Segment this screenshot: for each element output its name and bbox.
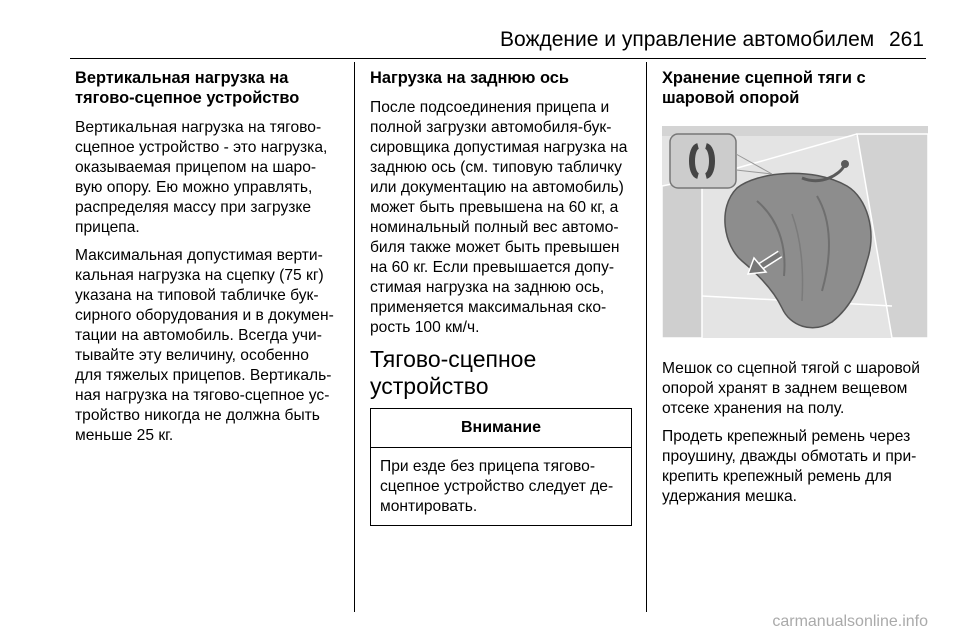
heading-line: Вертикальная нагрузка на	[75, 69, 289, 87]
page-number: 261	[888, 28, 924, 51]
text-line: При езде без прицепа тягово-	[380, 458, 596, 475]
text-line: распределяя массу при загрузке	[75, 199, 312, 216]
text-line: Максимальная допустимая верти-	[75, 247, 323, 264]
text-line: Продеть крепежный ремень через	[662, 428, 911, 445]
text-line: сирного оборудования и в докумен-	[75, 307, 334, 324]
storage-paragraph-2	[662, 427, 928, 507]
vertical-load-paragraph-1	[75, 118, 343, 238]
heading-line: Нагрузка на заднюю ось	[370, 69, 569, 87]
text-line: ная нагрузка на тягово-сцепное ус-	[75, 387, 330, 404]
warning-text	[380, 457, 622, 517]
text-line: отсеке хранения на полу.	[662, 400, 845, 417]
towbar-bag-illustration	[662, 126, 928, 338]
text-line: удержания мешка.	[662, 488, 797, 505]
column-3	[662, 64, 928, 515]
text-line: оказываемая прицепом на шаро-	[75, 159, 317, 176]
text-line: опорой хранят в заднем вещевом	[662, 380, 908, 397]
text-line: прицепа.	[75, 219, 140, 236]
text-line: полной загрузки автомобиля-бук-	[370, 119, 612, 136]
text-line: стимая нагрузка на заднюю ось,	[370, 279, 605, 296]
towbar-storage-heading	[662, 68, 928, 108]
storage-paragraph-1	[662, 359, 928, 419]
text-line: сцепное устройство следует де-	[380, 478, 614, 495]
text-line: указана на типовой табличке бук-	[75, 287, 319, 304]
watermark: carmanualsonline.info	[772, 613, 928, 630]
heading-line: Хранение сцепной тяги с	[662, 69, 866, 87]
column-1	[75, 64, 343, 454]
text-line: сцепное устройство - это нагрузка,	[75, 139, 328, 156]
text-line: монтировать.	[380, 498, 478, 515]
text-line: кальная нагрузка на сцепку (75 кг)	[75, 267, 324, 284]
vertical-load-paragraph-2	[75, 246, 343, 446]
column-divider-1	[354, 62, 355, 612]
text-line: меньше 25 кг.	[75, 427, 174, 444]
text-line: на 60 кг. Если превышается допу-	[370, 259, 615, 276]
text-line: вую опору. Ею можно управлять,	[75, 179, 313, 196]
text-line: может быть превышена на 60 кг, а	[370, 199, 619, 216]
text-line: крепить крепежный ремень для	[662, 468, 892, 485]
text-line: применяется максимальная ско-	[370, 299, 607, 316]
section-title-line: Тягово-сцепное	[370, 346, 537, 372]
vertical-load-heading	[75, 68, 343, 108]
heading-line: шаровой опорой	[662, 89, 800, 107]
text-line: Мешок со сцепной тягой с шаровой	[662, 360, 920, 377]
text-line: заднюю ось (см. типовую табличку	[370, 159, 622, 176]
warning-box	[370, 408, 632, 526]
text-line: Вертикальная нагрузка на тягово-	[75, 119, 322, 136]
rear-axle-paragraph	[370, 98, 632, 338]
warning-title: Внимание	[371, 409, 631, 448]
page-header	[70, 22, 926, 59]
text-line: рость 100 км/ч.	[370, 319, 480, 336]
text-line: После подсоединения прицепа и	[370, 99, 610, 116]
header-title: Вождение и управление автомобилем	[500, 28, 875, 51]
text-line: тройство никогда не должна быть	[75, 407, 320, 424]
towbar-section-title	[370, 346, 632, 400]
text-line: номинальный полный вес автомо-	[370, 219, 619, 236]
text-line: биля также может быть превышен	[370, 239, 620, 256]
text-line: тации на автомобиль. Всегда учи-	[75, 327, 322, 344]
text-line: сировщика допустимая нагрузка на	[370, 139, 628, 156]
text-line: или документацию на автомобиль)	[370, 179, 624, 196]
heading-line: тягово-сцепное устройство	[75, 89, 300, 107]
section-title-line: устройство	[370, 373, 489, 399]
column-divider-2	[646, 62, 647, 612]
text-line: тывайте эту величину, особенно	[75, 347, 309, 364]
text-line: проушину, дважды обмотать и при-	[662, 448, 917, 465]
text-line: для тяжелых прицепов. Вертикаль-	[75, 367, 332, 384]
warning-body	[371, 448, 631, 525]
rear-axle-heading	[370, 68, 632, 88]
column-2	[370, 64, 632, 526]
